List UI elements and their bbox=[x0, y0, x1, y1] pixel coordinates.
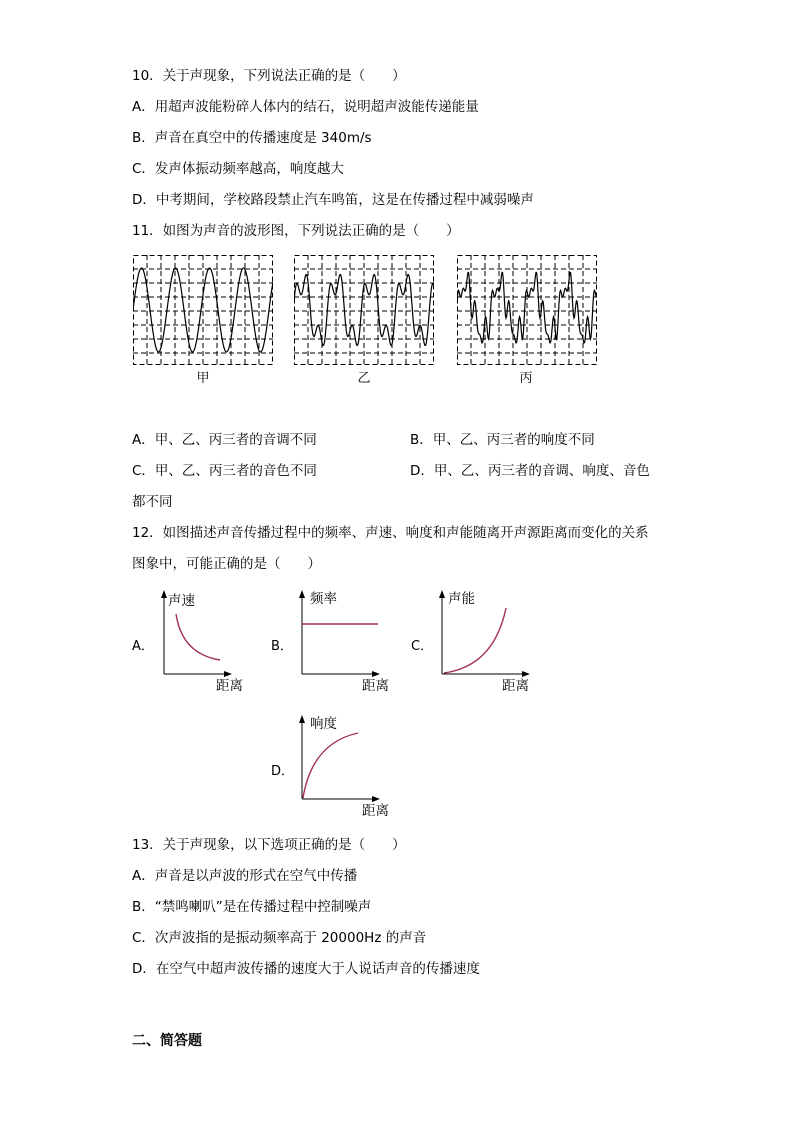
waveform-grid bbox=[294, 255, 434, 365]
graph-a-xlabel: 距离 bbox=[216, 678, 243, 693]
graph-a-ylabel: 声速 bbox=[168, 593, 195, 609]
graph-c-ylabel: 声能 bbox=[448, 591, 475, 607]
waveform-label-jia: 甲 bbox=[196, 371, 210, 386]
x-axis-arrow-icon bbox=[522, 671, 530, 677]
q10-option-b: B．声音在真空中的传播速度是 340m/s bbox=[132, 130, 372, 146]
waveform-label-yi: 乙 bbox=[357, 371, 371, 386]
y-axis-arrow-icon bbox=[161, 590, 167, 598]
x-axis-arrow-icon bbox=[372, 671, 380, 677]
waveform-yi-curve bbox=[294, 275, 434, 346]
q13-option-c: C．次声波指的是振动频率高于 20000Hz 的声音 bbox=[132, 930, 427, 946]
q12-graph-a bbox=[158, 588, 258, 693]
waveform-bing bbox=[457, 255, 597, 365]
section-heading: 二、简答题 bbox=[132, 1033, 202, 1049]
q12-graph-c bbox=[436, 588, 546, 693]
q12-stem: 12．如图描述声音传播过程中的频率、声速、响度和声能随离开声源距离而变化的关系 bbox=[132, 525, 649, 541]
q11-option-b: B．甲、乙、丙三者的响度不同 bbox=[410, 432, 595, 448]
graph-d-curve bbox=[303, 733, 358, 798]
y-axis-arrow-icon bbox=[299, 715, 305, 723]
graph-b-ylabel: 频率 bbox=[310, 591, 337, 607]
waveform-yi bbox=[294, 255, 434, 365]
graph-d-xlabel: 距离 bbox=[362, 803, 389, 818]
q10-option-d: D．中考期间，学校路段禁止汽车鸣笛，这是在传播过程中减弱噪声 bbox=[132, 192, 534, 208]
q12-option-b-letter: B． bbox=[271, 639, 293, 654]
waveform-grid bbox=[457, 255, 597, 365]
q13-option-b: B．“禁鸣喇叭”是在传播过程中控制噪声 bbox=[132, 899, 372, 915]
graph-a-curve bbox=[176, 614, 220, 660]
q10-option-c: C．发声体振动频率越高，响度越大 bbox=[132, 161, 344, 177]
q12-option-d-letter: D． bbox=[271, 764, 295, 779]
q12-stem-cont: 图象中，可能正确的是（ ） bbox=[132, 556, 321, 572]
graph-c-xlabel: 距离 bbox=[502, 678, 529, 693]
q10-stem: 10．关于声现象，下列说法正确的是（ ） bbox=[132, 68, 406, 84]
graph-c-curve bbox=[444, 608, 506, 673]
q11-stem: 11．如图为声音的波形图，下列说法正确的是（ ） bbox=[132, 223, 460, 239]
x-axis-arrow-icon bbox=[372, 796, 380, 802]
q12-option-a-letter: A． bbox=[132, 639, 154, 654]
graph-d-ylabel: 响度 bbox=[310, 716, 337, 732]
q13-option-d: D．在空气中超声波传播的速度大于人说话声音的传播速度 bbox=[132, 961, 480, 977]
q11-option-a: A．甲、乙、丙三者的音调不同 bbox=[132, 432, 317, 448]
y-axis-arrow-icon bbox=[439, 590, 445, 598]
q11-option-d: D．甲、乙、丙三者的音调、响度、音色 bbox=[410, 463, 650, 479]
q12-graph-b bbox=[296, 588, 406, 693]
q13-option-a: A．声音是以声波的形式在空气中传播 bbox=[132, 868, 358, 884]
y-axis-arrow-icon bbox=[299, 590, 305, 598]
q10-option-a: A．用超声波能粉碎人体内的结石，说明超声波能传递能量 bbox=[132, 99, 479, 115]
x-axis-arrow-icon bbox=[224, 671, 232, 677]
q11-option-c: C．甲、乙、丙三者的音色不同 bbox=[132, 463, 317, 479]
q12-graph-d bbox=[296, 713, 406, 818]
q13-stem: 13．关于声现象，以下选项正确的是（ ） bbox=[132, 837, 406, 853]
q12-option-c-letter: C． bbox=[411, 639, 434, 654]
graph-b-xlabel: 距离 bbox=[362, 678, 389, 693]
waveform-label-bing: 丙 bbox=[519, 371, 533, 386]
waveform-jia bbox=[133, 255, 273, 365]
q11-option-d-cont: 都不同 bbox=[132, 494, 173, 510]
